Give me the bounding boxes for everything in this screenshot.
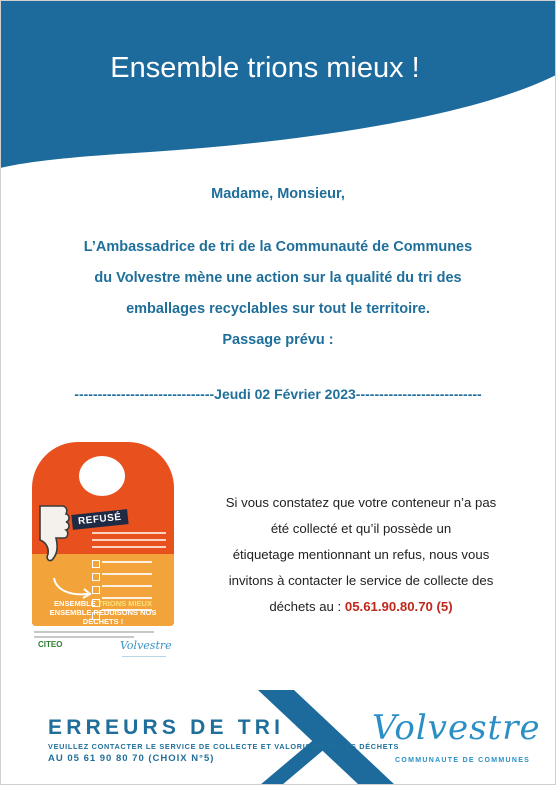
letter-line-4: Passage prévu : — [222, 332, 334, 348]
notice-line-4: invitons à contacter le service de collecte des — [228, 573, 494, 588]
hanger-slogan-highlight: TRIONS MIEUX — [97, 599, 152, 608]
citeo-logo: CITEO — [38, 640, 63, 649]
notice-last-prefix: déchets au : — [269, 599, 345, 614]
notice-phone-number: 05.61.90.80.70 (5) — [344, 599, 453, 614]
hanger-volvestre-logo: Volvestre — [120, 639, 172, 652]
letter-line-2: du Volvestre mène une action sur la qualité du tri des — [94, 270, 462, 286]
volvestre-logo-subtitle: COMMUNAUTE DE COMMUNES — [395, 757, 531, 764]
greeting-text: Madame, Monsieur, — [211, 186, 345, 202]
letter-line-1: L’Ambassadrice de tri de la Communauté de Communes — [83, 239, 473, 255]
volvestre-logo: Volvestre — [372, 708, 541, 748]
hanger-slogan-part2: ENSEMBLE REDUISONS NOS DÉCHETS ! — [49, 608, 157, 626]
notice-line-1: Si vous constatez que votre conteneur n’a pas — [225, 495, 497, 510]
header-title: Ensemble trions mieux ! — [110, 52, 420, 84]
notice-line-3: étiquetage mentionnant un refus, nous vous — [232, 547, 490, 562]
hanger-slogan-part1: ENSEMBLE — [54, 599, 98, 608]
footer-title: ERREURS DE TRI — [48, 716, 285, 739]
notice-line-2: été collecté et qu’il possède un — [270, 521, 452, 536]
footer-subtitle: VEUILLEZ CONTACTER LE SERVICE DE COLLECTE ET VALORISATION DES DÉCHETS — [48, 742, 400, 751]
footer-phone: AU 05 61 90 80 70 (CHOIX N°5) — [48, 753, 215, 764]
visit-date-line: ------------------------------Jeudi 02 Février 2023--------------------------- — [74, 386, 482, 402]
letter-line-3: emballages recyclables sur tout le territoire. — [126, 301, 430, 317]
refuse-label: REFUSÉ — [71, 509, 128, 530]
